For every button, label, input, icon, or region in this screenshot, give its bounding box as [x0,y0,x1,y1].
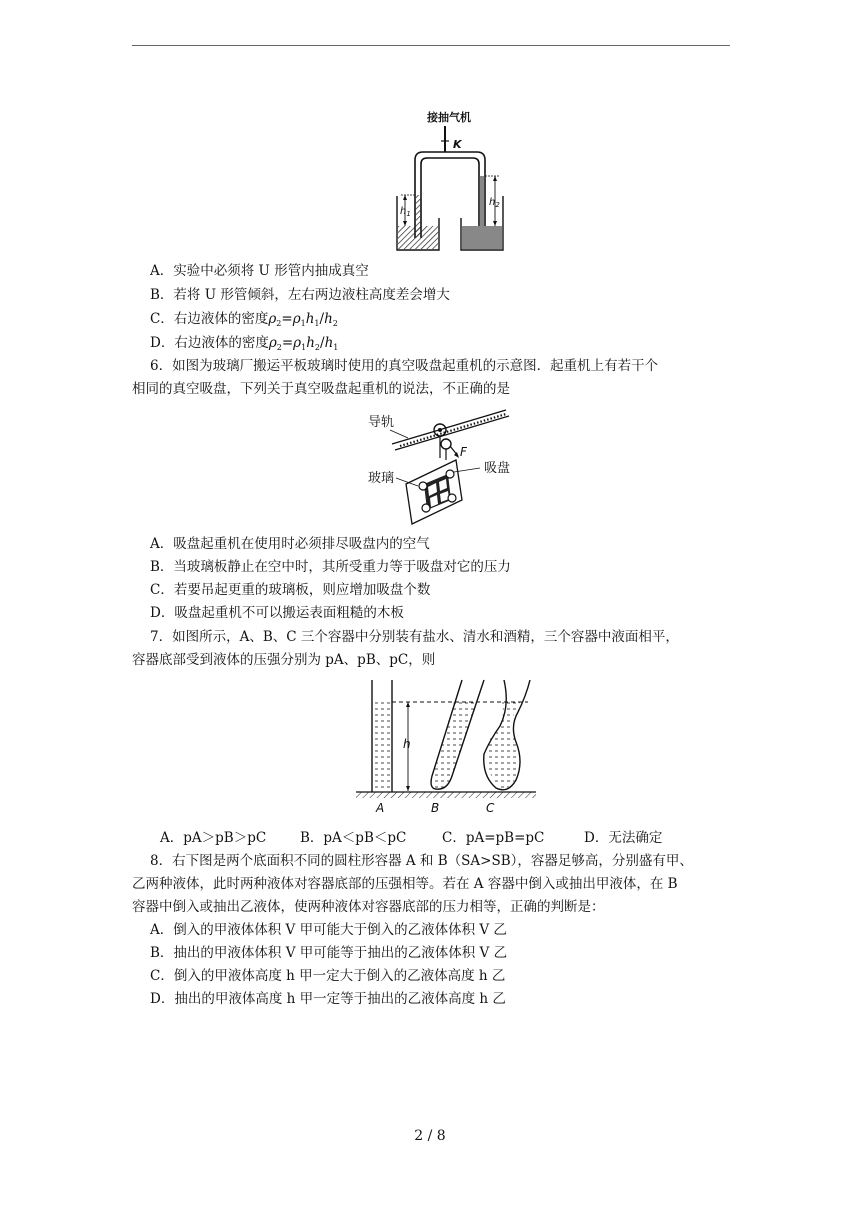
header-rule [132,45,730,46]
q7-stem-line-2: 容器底部受到液体的压强分别为 pA、pB、pC，则 [132,652,436,668]
valve-label: K [453,138,462,151]
page-number: 2 / 8 [414,1128,446,1144]
glass-label: 玻璃 [368,471,395,486]
q8-option-a: A．倒入的甲液体体积 V 甲可能大于倒入的乙液体体积 V 乙 [150,922,507,938]
q7-option-d: D．无法确定 [584,830,663,846]
q5-option-a: A．实验中必须将 U 形管内抽成真空 [150,263,369,279]
q6-option-a: A．吸盘起重机在使用时必须排尽吸盘内的空气 [150,536,430,552]
q8-option-d: D．抽出的甲液体高度 h 甲一定等于抽出的乙液体高度 h 乙 [150,991,506,1007]
suction-crane-figure [360,408,530,528]
q8-stem-line-2: 乙两种液体，此时两种液体对容器底部的压强相等。若在 A 容器中倒入或抽出甲液体，在 B [132,876,678,892]
rail-label: 导轨 [368,415,395,430]
q6-option-b: B．当玻璃板静止在空中时，其所受重力等于吸盘对它的压力 [150,559,511,575]
q7-option-c: C．pA=pB=pC [442,830,545,846]
q6-option-c: C．若要吊起更重的玻璃板，则应增加吸盘个数 [150,582,431,598]
q7-option-a: A．pA＞pB＞pC [160,830,267,846]
sucker-label: 吸盘 [484,461,511,476]
q7-stem-line-1: 7．如图所示，A、B、C 三个容器中分别装有盐水、清水和酒精，三个容器中液面相平， [150,629,679,645]
q8-stem-line-3: 容器中倒入或抽出乙液体，使两种液体对容器底部的压力相等，正确的判断是： [132,899,605,915]
three-containers-figure [350,676,540,816]
q8-option-c: C．倒入的甲液体高度 h 甲一定大于倒入的乙液体高度 h 乙 [150,968,506,984]
q6-stem-line-2: 相同的真空吸盘，下列关于真空吸盘起重机的说法，不正确的是 [132,381,510,397]
pump-label: 接抽气机 [427,111,471,124]
force-label: F [460,445,467,459]
height-label: h [403,737,411,751]
q8-option-b: B．抽出的甲液体体积 V 甲可能等于抽出的乙液体体积 V 乙 [150,945,508,961]
u-tube-figure [375,108,515,254]
q5-option-b: B．若将 U 形管倾斜，左右两边液柱高度差会增大 [150,287,450,303]
container-c-label: C [486,801,495,815]
h2-label: $h_2$ [489,197,500,209]
q8-stem-line-1: 8．右下图是两个底面积不同的圆柱形容器 A 和 B（SA>SB），容器足够高，分别盛有甲、 [150,853,693,869]
container-b-label: B [431,801,440,815]
q5-option-d: D．右边液体的密度$\rho_2=\rho_1h_2/h_1$ [150,335,339,352]
q7-option-b: B．pA＜pB＜pC [300,830,407,846]
q6-option-d: D．吸盘起重机不可以搬运表面粗糙的木板 [150,605,404,621]
q5-option-c: C．右边液体的密度$\rho_2=\rho_1h_1/h_2$ [150,311,338,328]
h1-label: $h_1$ [400,206,411,218]
container-a-label: A [376,801,385,815]
q6-stem-line-1: 6．如图为玻璃厂搬运平板玻璃时使用的真空吸盘起重机的示意图．起重机上有若干个 [150,358,659,374]
